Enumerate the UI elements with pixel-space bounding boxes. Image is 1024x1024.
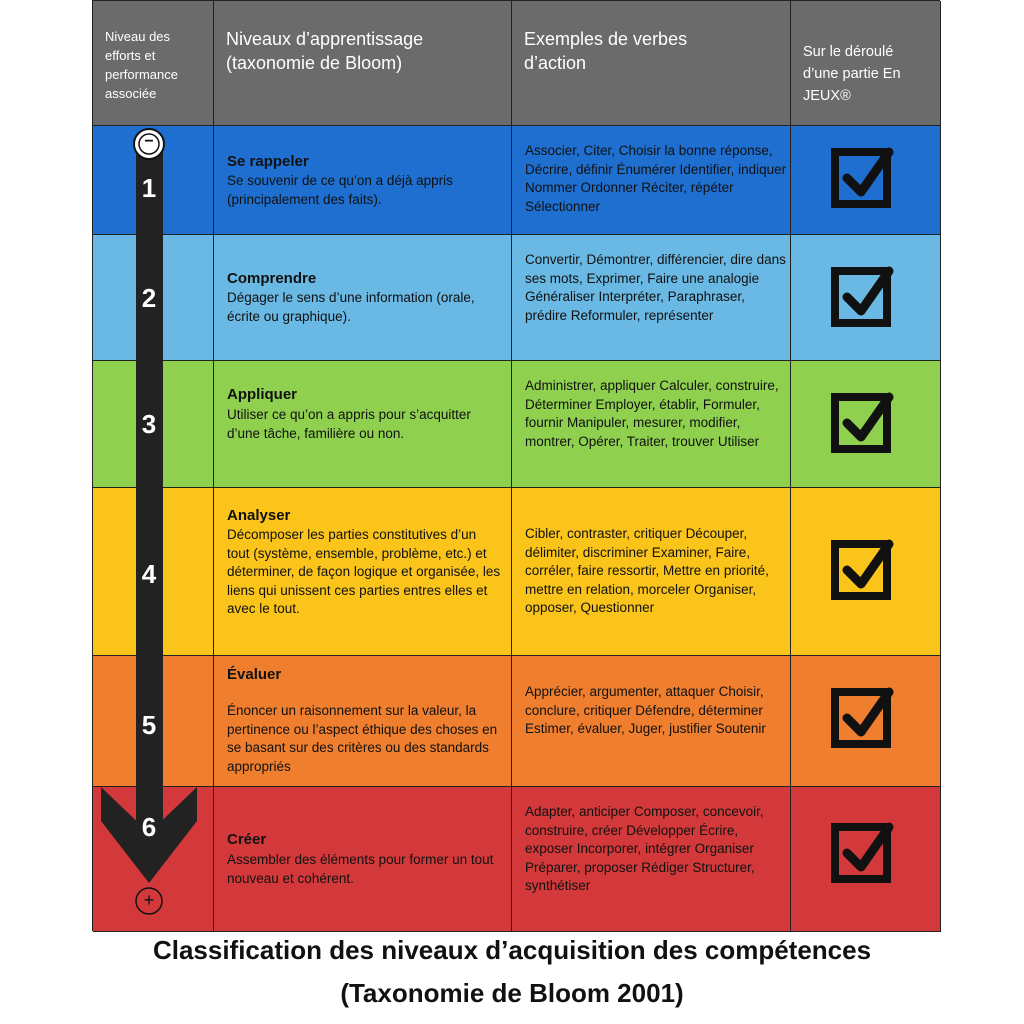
action-verbs: Cibler, contraster, critiquer Découper, délimiter, discriminer Examiner, Faire, corréler, faire ressortir, Mettre en priorité, mettre en relation, morceler Organiser, opposer, Questionner xyxy=(525,526,769,615)
row-1-verbs-cell xyxy=(512,126,791,235)
level-description: Utiliser ce qu’on a appris pour s’acquitter d’une tâche, familière ou non. xyxy=(227,407,471,441)
level-number: 5 xyxy=(141,710,157,740)
action-verbs: Associer, Citer, Choisir la bonne réponse, Décrire, définir Énumérer Identifier, indiquer Nommer Ordonner Réciter, répéter Sélectionner xyxy=(525,143,787,214)
header-levels-label: Niveaux d’apprentissage (taxonomie de Bloom) xyxy=(226,29,424,73)
action-verbs: Adapter, anticiper Composer, concevoir, construire, créer Développer Écrire, exposer Incorporer, intégrer Organiser Préparer, proposer Rédiger Structurer, synthétiser xyxy=(525,804,764,893)
checkbox-checked-icon xyxy=(831,144,897,210)
header-verbs-cell xyxy=(512,1,791,126)
row-1-game-cell xyxy=(791,126,941,235)
caption-title: Classification des niveaux d’acquisition des compétences xyxy=(152,935,872,965)
level-number: 6 xyxy=(141,812,157,842)
row-2-game-cell xyxy=(791,235,941,361)
header-levels-cell xyxy=(214,1,512,126)
action-verbs: Administrer, appliquer Calculer, construire, Déterminer Employer, établir, Formuler, fournir Manipuler, mesurer, modifier, montrer, Opérer, Traiter, trouver Utiliser xyxy=(525,378,779,449)
header-game-cell xyxy=(791,1,941,126)
header-game-label: Sur le déroulé d’une partie En JEUX® xyxy=(803,44,901,104)
checkbox-checked-icon xyxy=(831,389,897,455)
action-verbs: Convertir, Démontrer, différencier, dire dans ses mots, Exprimer, Faire une analogie Généraliser Interpréter, Paraphraser, prédire Reformuler, représenter xyxy=(525,252,786,323)
row-6-game-cell xyxy=(791,787,941,932)
level-number: 1 xyxy=(141,173,157,203)
row-3-game-cell xyxy=(791,361,941,488)
level-title: Évaluer xyxy=(227,666,282,683)
row-5-level-cell xyxy=(214,656,512,787)
checkbox-checked-icon xyxy=(831,684,897,750)
level-title: Créer xyxy=(227,831,267,848)
level-number: 3 xyxy=(141,409,157,439)
level-title: Appliquer xyxy=(227,386,297,403)
row-6-verbs-cell xyxy=(512,787,791,932)
checkbox-checked-icon xyxy=(831,536,897,602)
level-description: Se souvenir de ce qu’on a déjà appris (principalement des faits). xyxy=(227,173,453,207)
level-title: Comprendre xyxy=(227,270,317,287)
header-effort-label: Niveau des efforts et performance associée xyxy=(105,29,178,101)
caption-subtitle: (Taxonomie de Bloom 2001) xyxy=(340,978,684,1008)
level-description: Dégager le sens d’une information (orale, écrite ou graphique). xyxy=(227,290,475,324)
row-1-level-cell xyxy=(214,126,512,235)
row-5-game-cell xyxy=(791,656,941,787)
header-verbs-label: Exemples de verbes d’action xyxy=(524,29,688,73)
checkbox-checked-icon xyxy=(831,263,897,329)
row-4-level-cell xyxy=(214,488,512,656)
level-title: Se rappeler xyxy=(227,153,309,170)
level-title: Analyser xyxy=(227,507,291,524)
level-description: Décomposer les parties constitutives d’un tout (système, ensemble, problème, etc.) et déterminer, de façon logique et organisée, les liens qui unissent ces parties entres elles et avec le tout. xyxy=(227,527,501,616)
arrow-shaft xyxy=(136,151,163,851)
row-6-level-cell xyxy=(214,787,512,932)
row-5-verbs-cell xyxy=(512,656,791,787)
row-4-game-cell xyxy=(791,488,941,656)
level-description: Assembler des éléments pour former un tout nouveau et cohérent. xyxy=(227,852,494,886)
row-2-verbs-cell xyxy=(512,235,791,361)
level-description: Énoncer un raisonnement sur la valeur, la pertinence ou l’aspect éthique des choses en se basant sur des critères ou des standards appropriés xyxy=(227,703,498,774)
row-3-level-cell xyxy=(214,361,512,488)
row-4-verbs-cell xyxy=(512,488,791,656)
plus-symbol: + xyxy=(143,890,155,910)
row-2-level-cell xyxy=(214,235,512,361)
level-number: 4 xyxy=(141,559,157,589)
row-3-verbs-cell xyxy=(512,361,791,488)
bloom-taxonomy-table xyxy=(92,0,940,931)
action-verbs: Apprécier, argumenter, attaquer Choisir, conclure, critiquer Défendre, déterminer Estimer, évaluer, Juger, justifier Soutenir xyxy=(525,684,766,736)
checkbox-checked-icon xyxy=(831,819,897,885)
level-number: 2 xyxy=(141,283,157,313)
minus-symbol: − xyxy=(144,133,154,150)
